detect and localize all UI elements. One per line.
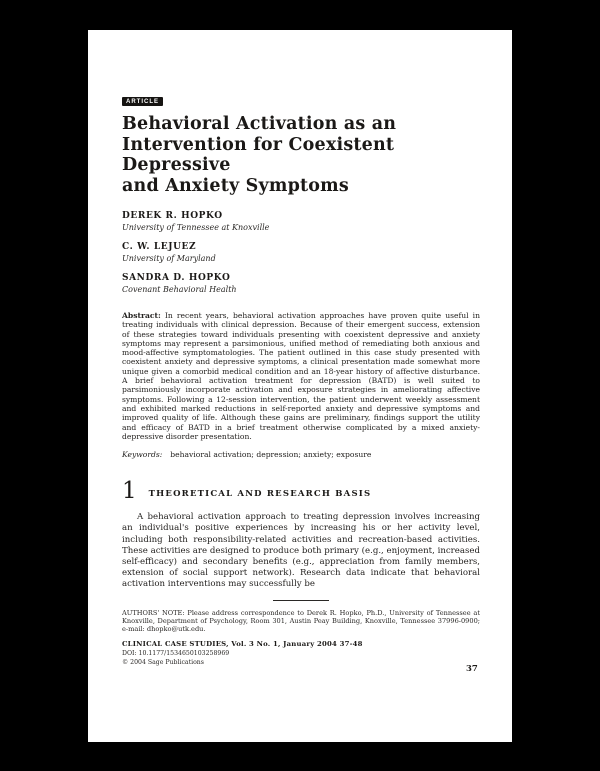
article-title xyxy=(122,114,480,196)
author-name: C. W. LEJUEZ xyxy=(122,242,197,252)
author-list xyxy=(122,211,480,294)
article-title-line-1: Behavioral Activation as an xyxy=(122,114,397,134)
doi-line: DOI: 10.1177/1534650103258969 xyxy=(122,650,230,658)
abstract-label: Abstract: xyxy=(122,311,161,320)
author-entry xyxy=(122,211,480,232)
journal-citation-line: CLINICAL CASE STUDIES, Vol. 3 No. 1, January 2004 37-48 xyxy=(122,640,363,649)
author-affiliation: Covenant Behavioral Health xyxy=(122,285,237,294)
abstract-paragraph xyxy=(122,311,480,441)
author-name: DEREK R. HOPKO xyxy=(122,211,223,221)
article-title-line-2: Intervention for Coexistent Depressive xyxy=(122,134,395,175)
author-affiliation: University of Maryland xyxy=(122,254,216,263)
author-name: SANDRA D. HOPKO xyxy=(122,273,231,283)
section-title: THEORETICAL AND RESEARCH BASIS xyxy=(148,489,372,500)
page-content xyxy=(122,88,480,666)
keywords-text: behavioral activation; depression; anxiety; exposure xyxy=(170,450,372,460)
copyright-line: © 2004 Sage Publications xyxy=(122,659,204,667)
keywords-label: Keywords: xyxy=(122,450,163,460)
article-title-line-3: and Anxiety Symptoms xyxy=(122,175,349,196)
authors-note: AUTHORS' NOTE: Please address correspondence to Derek R. Hopko, Ph.D., University of Tennessee at Knoxville, Department of Psychology, Room 301, Austin Peay Building, Knoxville, Tennessee 37996-0900; e-mail: dhopko@utk.edu. xyxy=(122,608,480,633)
section-heading xyxy=(122,478,480,505)
author-affiliation: University of Tennessee at Knoxville xyxy=(122,223,270,232)
paper-page xyxy=(88,30,512,742)
author-entry xyxy=(122,273,480,294)
section-number: 1 xyxy=(122,478,137,505)
author-entry xyxy=(122,242,480,263)
keywords-line xyxy=(122,450,480,459)
page-number: 37 xyxy=(466,664,478,674)
abstract-text: In recent years, behavioral activation approaches have proven quite useful in treating individuals with clinical depression. Because of their emergent success, extension of these strategies toward individuals presenting with coexistent depressive and anxiety symptoms may represent a parsimonious, unified method of remediating both anxious and mood-affective symptomatologies. The patient outlined in this case study presented with coexistent anxiety and depressive symptoms, a clinical presentation made somewhat more unique given a comorbid medical condition and an 18-year history of affective disturbance. A brief behavioral activation treatment for depression (BATD) is well suited to parsimoniously incorporate activation and exposure strategies in ameliorating affective symptoms. Following a 12-session intervention, the patient underwent weekly assessment and exhibited marked reductions in self-reported anxiety and depressive symptoms and improved quality of life. Although these gains are preliminary, findings support the utility and efficacy of BATD in a brief treatment otherwise complicated by a mixed anxiety-depressive disorder presentation. xyxy=(122,311,480,441)
footnote-divider xyxy=(273,600,329,601)
article-type-badge: ARTICLE xyxy=(122,97,163,106)
body-paragraph: A behavioral activation approach to treating depression involves increasing an individual's positive experiences by increasing his or her activity level, including both responsibility-related activities and recreation-based activities. These activities are designed to produce both primary (e.g., enjoyment, increased self-efficacy) and secondary benefits (e.g., appreciation from family members, extension of social support network). Research data indicate that behavioral activation interventions may successfully be xyxy=(122,512,480,590)
